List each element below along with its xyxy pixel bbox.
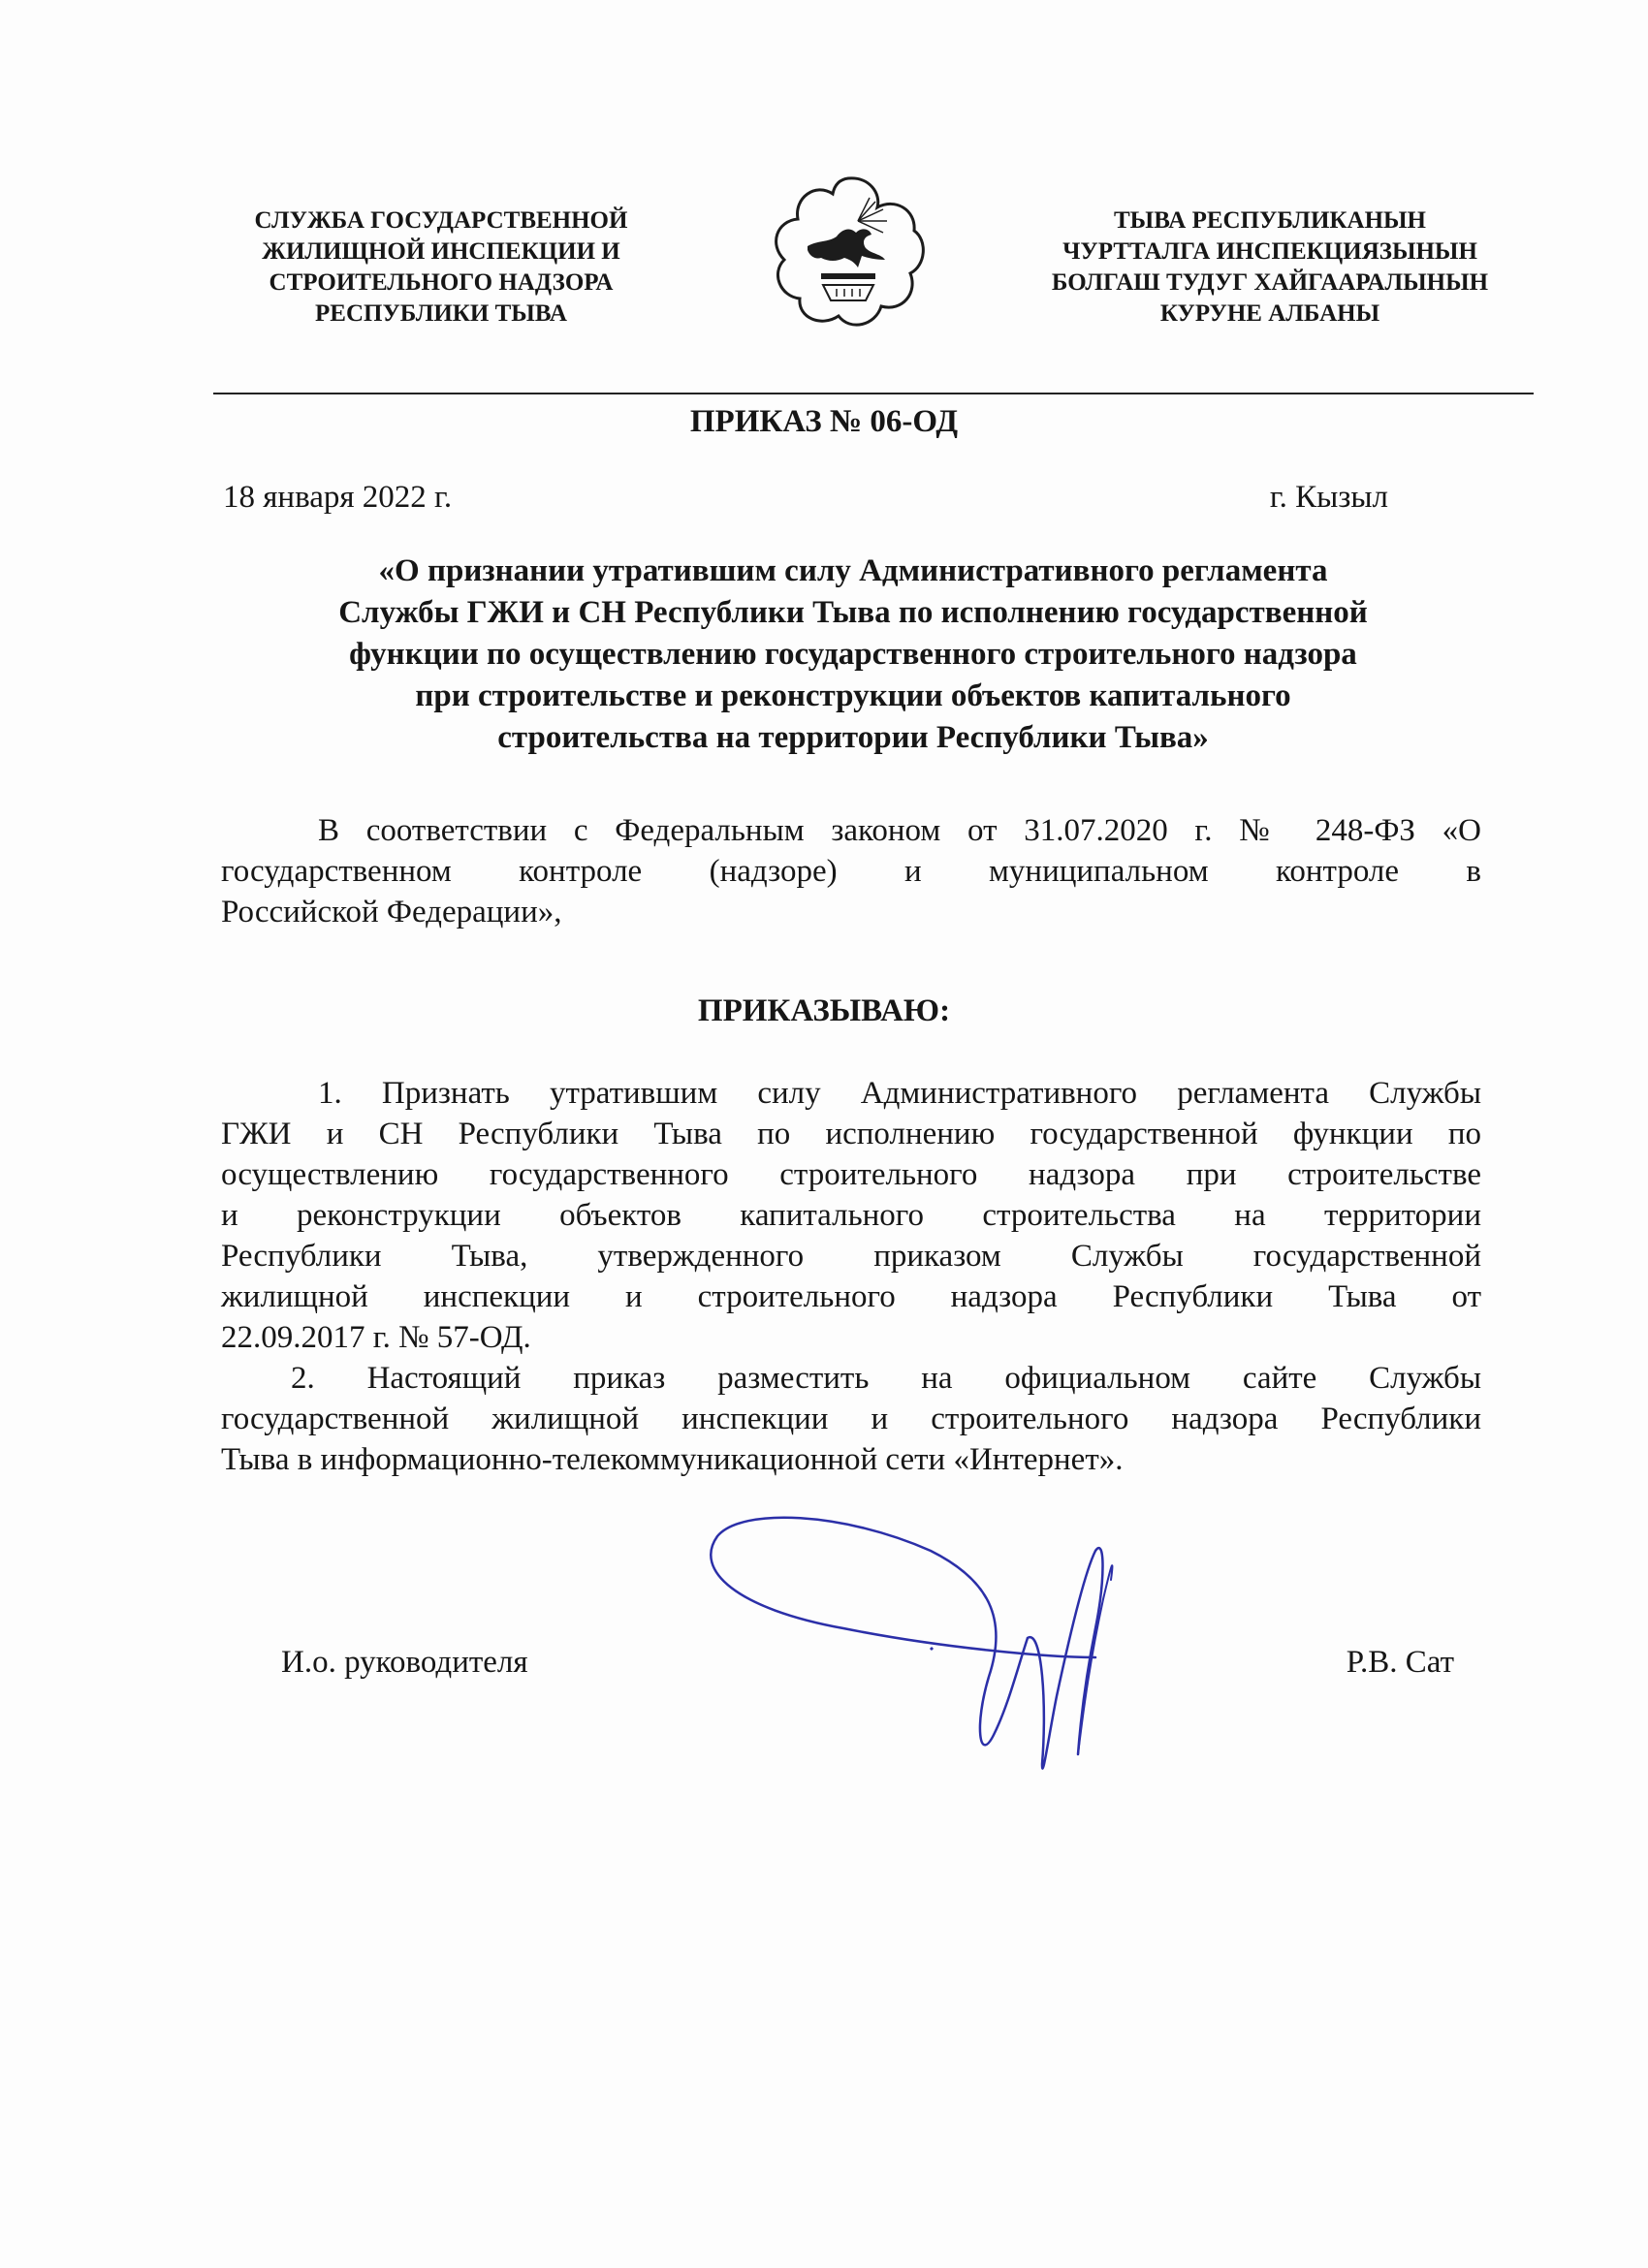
item-1-line: Республики Тыва, утвержденного приказом Службы государственной xyxy=(221,1239,1481,1274)
org-name-line: ЖИЛИЩНОЙ ИНСПЕКЦИИ И xyxy=(262,238,620,265)
org-name-tuvan xyxy=(1008,205,1532,330)
paragraph-line: государственном контроле (надзоре) и муниципальном контроле в xyxy=(221,854,1481,889)
org-name-russian xyxy=(223,205,659,330)
title-line: функции по осуществлению государственного строительного надзора xyxy=(349,637,1357,672)
paragraph-line: В соответствии с Федеральным законом от 31.07.2020 г. № 248-ФЗ «О xyxy=(318,813,1481,848)
item-2-line: Тыва в информационно-телекоммуникационной сети «Интернет». xyxy=(221,1442,1124,1477)
item-1-line: 1. Признать утратившим силу Административного регламента Службы xyxy=(318,1076,1481,1111)
signatory-role: И.о. руководителя xyxy=(281,1645,528,1680)
org-name-line: РЕСПУБЛИКИ ТЫВА xyxy=(315,300,567,327)
tuva-emblem-icon xyxy=(761,165,935,339)
item-1-line: жилищной инспекции и строительного надзора Республики Тыва от xyxy=(221,1279,1481,1314)
item-1-line: и реконструкции объектов капитального строительства на территории xyxy=(221,1198,1481,1233)
order-city: г. Кызыл xyxy=(1269,480,1388,515)
item-1-line: 22.09.2017 г. № 57-ОД. xyxy=(221,1320,531,1355)
order-word: ПРИКАЗЫВАЮ: xyxy=(697,993,951,1028)
org-name-line: ТЫВА РЕСПУБЛИКАНЫН xyxy=(1113,207,1427,234)
handwritten-signature xyxy=(698,1512,1241,1822)
preamble-paragraph xyxy=(221,810,1481,932)
order-title xyxy=(223,551,1483,759)
org-name-line: СЛУЖБА ГОСУДАРСТВЕННОЙ xyxy=(254,207,628,234)
item-1-line: ГЖИ и СН Республики Тыва по исполнению государственной функции по xyxy=(221,1117,1481,1151)
title-line: Службы ГЖИ и СН Республики Тыва по исполнению государственной xyxy=(338,595,1368,630)
org-name-line: КУРУНЕ АЛБАНЫ xyxy=(1159,300,1380,327)
title-line: «О признании утратившим силу Административного регламента xyxy=(378,553,1328,588)
item-2-line: государственной жилищной инспекции и строительного надзора Республики xyxy=(221,1402,1481,1436)
order-date: 18 января 2022 г. xyxy=(223,480,453,515)
org-name-line: ЧУРТТАЛГА ИНСПЕКЦИЯЗЫНЫН xyxy=(1062,238,1477,265)
order-number: ПРИКАЗ № 06-ОД xyxy=(689,404,959,439)
title-line: строительства на территории Республики Тыва» xyxy=(497,720,1209,755)
org-name-line: БОЛГАШ ТУДУГ ХАЙГААРАЛЫНЫН xyxy=(1051,269,1489,296)
order-items xyxy=(221,1073,1481,1480)
item-1-line: осуществлению государственного строительного надзора при строительстве xyxy=(221,1157,1481,1192)
item-2-line: 2. Настоящий приказ разместить на официальном сайте Службы xyxy=(291,1361,1481,1396)
title-line: при строительстве и реконструкции объектов капитального xyxy=(415,678,1291,713)
org-name-line: СТРОИТЕЛЬНОГО НАДЗОРА xyxy=(269,269,614,296)
signatory-name: Р.В. Сат xyxy=(1346,1645,1454,1680)
paragraph-line: Российской Федерации», xyxy=(221,895,562,929)
header-divider xyxy=(213,393,1534,394)
